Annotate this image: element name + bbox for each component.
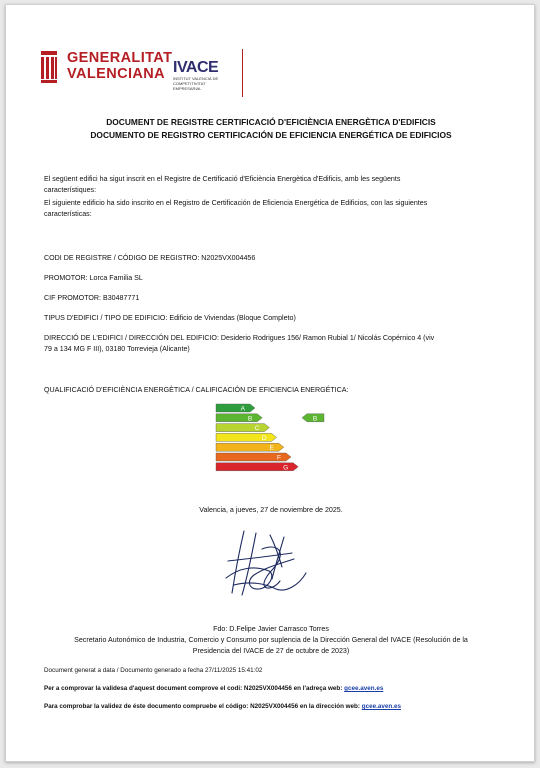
energy-rating-chart [206,398,336,478]
gv-line-1: GENERALITAT [67,50,173,66]
energy-letter-b: B [247,415,253,423]
field-building-address [44,333,514,354]
ivace-logo: IVACE [173,59,219,76]
field-promoter: PROMOTOR: Lorca Familia SL [44,274,143,282]
intro-ca-line-2: característiques: [44,185,97,194]
date-line: Valencia, a jueves, 27 de noviembre de 2025. [199,506,343,514]
signatory-position [26,635,516,656]
field-registry-code: CODI DE REGISTRE / CÓDIGO DE REGISTRO: N2025VX004456 [44,254,256,262]
energy-scale [216,404,298,471]
energy-letter-c: C [254,425,260,433]
intro-ca-line-1: El següent edifici ha sigut inscrit en el Registre de Certificació d'Eficiència Energètica d'Edificis, amb les següents [44,175,401,183]
energy-letter-f: F [277,454,281,462]
field-building-type: TIPUS D'EDIFICI / TIPO DE EDIFICIO: Edificio de Viviendas (Bloque Completo) [44,314,296,322]
intro-es-line-2: características: [44,209,92,218]
verify-spanish [44,702,514,713]
signatory: Fdo: D.Felipe Javier Carrasco Torres [213,625,329,633]
energy-letter-g: G [283,464,289,472]
verify-url-link-ca[interactable]: gcee.aven.es [344,685,384,692]
intro-spanish [44,198,514,219]
verify-es-text: Para comprobar la validez de éste documento compruebe el código: N2025VX004456 en la dirección web: [44,703,361,710]
title-spanish: DOCUMENTO DE REGISTRO CERTIFICACIÓN DE EFICIENCIA ENERGÉTICA DE EDIFICIOS [90,130,452,140]
verify-valencian [44,684,514,695]
energy-bar-c [216,424,269,432]
verify-url-link-es[interactable]: gcee.aven.es [361,703,401,710]
rating-letter: B [312,415,318,423]
energy-bar-b [216,414,262,422]
energy-bar-a [216,404,255,412]
intro-valencian [44,174,514,195]
document-page [5,4,535,762]
address-line-1: DIRECCIÓ DE L'EDIFICI / DIRECCIÓN DEL EDIFICIO: Desiderio Rodrigues 156/ Ramon Rubial 1/ Nicolás Copérnico 4 (viv [44,334,435,342]
ivace-subtitle: INSTITUT VALENCIÀ DE COMPETITIVITAT EMPRESARIAL [173,76,219,91]
handwritten-signature [214,523,324,603]
address-line-2: 79 a 134 MG F III), 03180 Torrevieja (Alicante) [44,344,190,353]
verify-ca-text: Per a comprovar la validesa d'aquest document comprove el codi: N2025VX004456 en l'adreça web: [44,685,343,692]
energy-letter-d: D [261,434,267,442]
energy-letter-a: A [240,405,245,413]
energy-rating-indicator [302,414,324,423]
field-promoter-cif: CIF PROMOTOR: B30487771 [44,294,140,302]
energy-bar-d [216,433,277,441]
title-valencian: DOCUMENT DE REGISTRE CERTIFICACIÓ D'EFICIÈNCIA ENERGÈTICA D'EDIFICIS [106,117,436,127]
intro-es-line-1: El siguiente edificio ha sido inscrito en el Registro de Certificación de Eficiencia Energética de Edificios, con las siguientes [44,199,428,207]
position-line-1: Secretario Autonómico de Industria, Comercio y Consumo por suplencia de la Dirección General del IVACE (Resolución de la [74,636,468,644]
generated-timestamp: Document generat a data / Documento generado a fecha 27/11/2025 15:41:02 [44,667,263,674]
generalitat-shield-icon [39,49,59,85]
gv-line-2: VALENCIANA [67,66,165,82]
position-line-2: Presidencia del IVACE de 27 de octubre de 2023) [192,646,350,655]
logo-divider [242,49,243,97]
generalitat-wordmark [67,50,172,82]
energy-letter-e: E [269,444,274,452]
qualification-label: QUALIFICACIÓ D'EFICIÈNCIA ENERGÈTICA / CALIFICACIÓN DE EFICIENCIA ENERGÉTICA: [44,386,349,394]
